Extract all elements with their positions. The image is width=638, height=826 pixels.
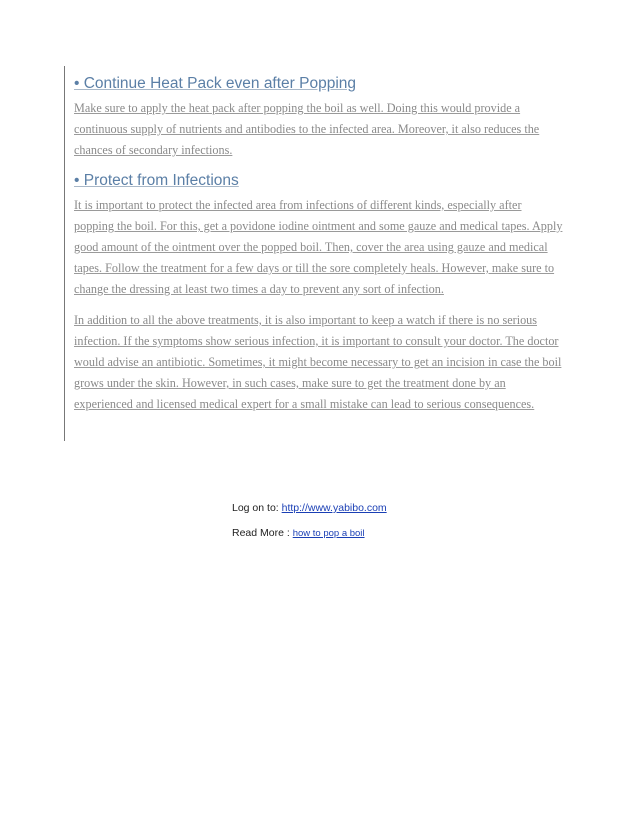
readmore-label: Read More : bbox=[232, 527, 293, 539]
paragraph-text: Make sure to apply the heat pack after popping the boil as well. Doing this would provide a continuous supply of nutrients and antibodies to the infected area. Moreover, it also reduces the chances of secondary infections. bbox=[74, 101, 540, 157]
logon-link[interactable]: http://www.yabibo.com bbox=[281, 502, 387, 514]
logon-line bbox=[232, 500, 387, 516]
section-heading-heat-pack: • Continue Heat Pack even after Popping bbox=[74, 75, 357, 92]
logon-label: Log on to: bbox=[232, 502, 282, 514]
paragraph-text: It is important to protect the infected area from infections of different kinds, especially after popping the boil. For this, get a povidone iodine ointment and some gauze and medical tapes. Apply good amount of the ointment over the popped boil. Then, cover the area using gauze and medical tapes. Follow the treatment for a few days or till the sore completely heals. However, make sure to change the dressing at least two times a day to prevent any sort of infection. bbox=[74, 198, 563, 296]
article-body bbox=[74, 74, 564, 425]
blockquote-bar bbox=[64, 66, 65, 441]
paragraph-heat-pack bbox=[74, 98, 564, 161]
footer-links bbox=[232, 500, 387, 550]
readmore-line bbox=[232, 525, 387, 541]
paragraph-protect bbox=[74, 195, 564, 300]
section-heading-protect: • Protect from Infections bbox=[74, 172, 239, 189]
paragraph-text: In addition to all the above treatments, it is also important to keep a watch if there is no serious infection. If the symptoms show serious infection, it is important to consult your doctor. The doctor would advise an antibiotic. Sometimes, it might become necessary to get an incision in case the boil grows under the skin. However, in such cases, make sure to get the treatment done by an experienced and licensed medical expert for a small mistake can lead to serious consequences. bbox=[74, 313, 562, 411]
paragraph-additional bbox=[74, 310, 564, 415]
readmore-link[interactable]: how to pop a boil bbox=[292, 528, 365, 539]
